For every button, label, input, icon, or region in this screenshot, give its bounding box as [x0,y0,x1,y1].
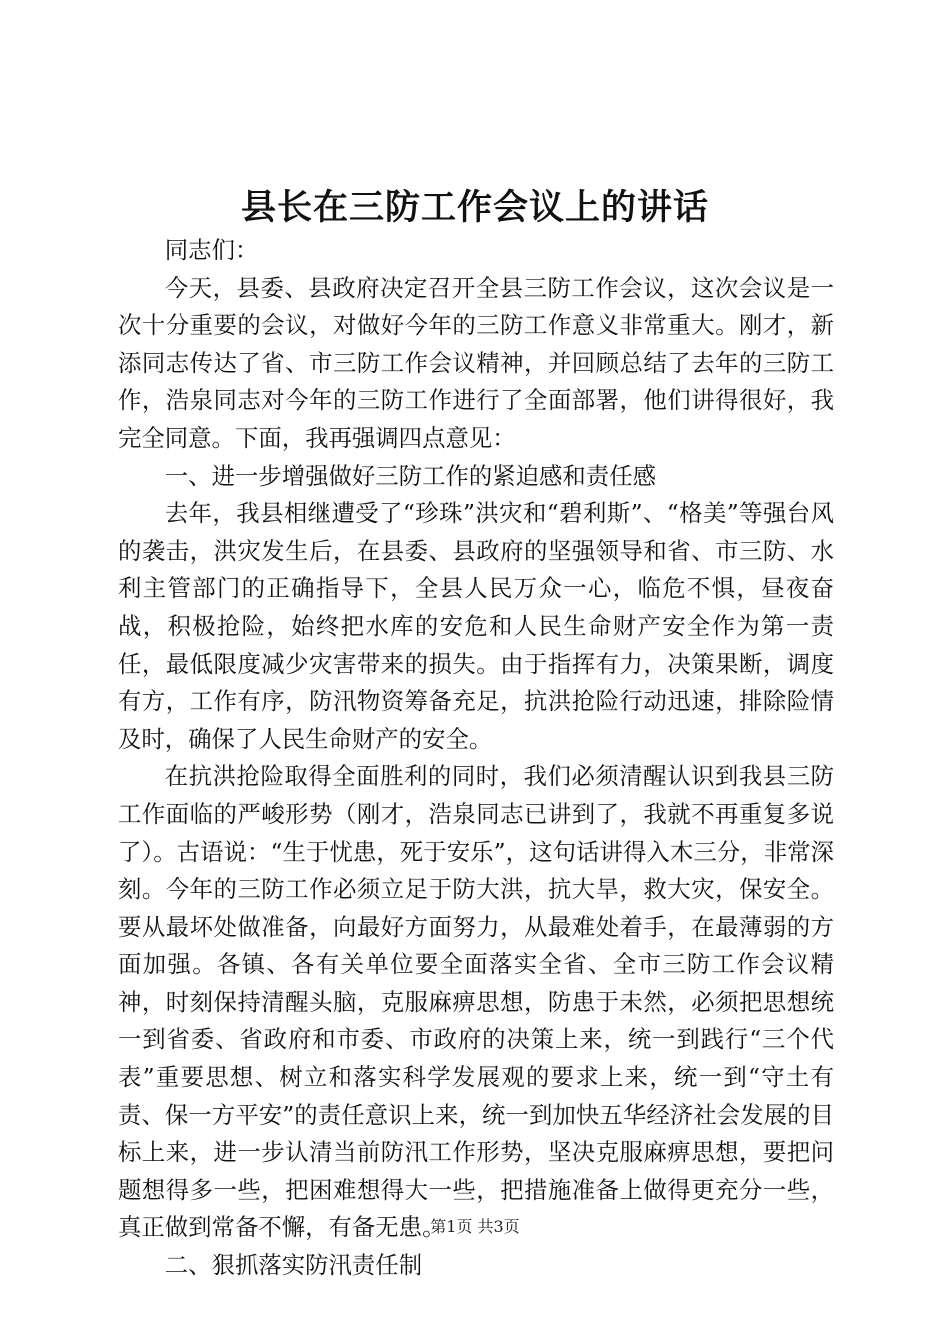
document-title: 县长在三防工作会议上的讲话 [240,187,709,228]
section-heading-2: 二、狠抓落实防汛责任制 [164,1251,423,1280]
body-paragraph: 去年，我县相继遭受了“珍珠”洪灾和“碧利斯”、“格美”等强台风的袭击，洪灾发生后，在县委、县政府的坚强领导和省、市三防、水利主管部门的正确指导下，全县人民万众一心，临危不惧，昼夜奋战，积极抢险，始终把水库的安危和人民生命财产安全作为第一责任，最低限度减少灾害带来的损失。由于指挥有力，决策果断，调度有方，工作有序，防汛物资筹备充足，抗洪抢险行动迅速，排除险情及时，确保了人民生命财产的安全。 [118,499,834,753]
document-body [118,232,834,1285]
salutation-paragraph: 同志们： [164,236,259,264]
body-paragraph: 在抗洪抢险取得全面胜利的同时，我们必须清醒认识到我县三防工作面临的严峻形势（刚才，浩泉同志已讲到了，我就不再重复多说了）。古语说：“生于忧患，死于安乐”，这句话讲得入木三分，非常深刻。今年的三防工作必须立足于防大洪，抗大旱，救大灾，保安全。要从最坏处做准备，向最好方面努力，从最难处着手，在最薄弱的方面加强。各镇、各有关单位要全面落实全省、全市三防工作会议精神，时刻保持清醒头脑，克服麻痹思想，防患于未然，必须把思想统一到省委、省政府和市委、市政府的决策上来，统一到践行“三个代表”重要思想、树立和落实科学发展观的要求上来，统一到“守土有责、保一方平安”的责任意识上来，统一到加快五华经济社会发展的目标上来，进一步认清当前防汛工作形势，坚决克服麻痹思想，要把问题想得多一些，把困难想得大一些，把措施准备上做得更充分一些，真正做到常备不懈，有备无患。 [118,762,834,1242]
intro-paragraph: 今天，县委、县政府决定召开全县三防工作会议，这次会议是一次十分重要的会议，对做好今年的三防工作意义非常重大。刚才，新添同志传达了省、市三防工作会议精神，并回顾总结了去年的三防工作，浩泉同志对今年的三防工作进行了全面部署，他们讲得很好，我完全同意。下面，我再强调四点意见： [118,273,834,452]
page-number-footer: 第1页 共3页 [430,1217,520,1236]
section-heading-1: 一、进一步增强做好三防工作的紧迫感和责任感 [164,461,656,490]
